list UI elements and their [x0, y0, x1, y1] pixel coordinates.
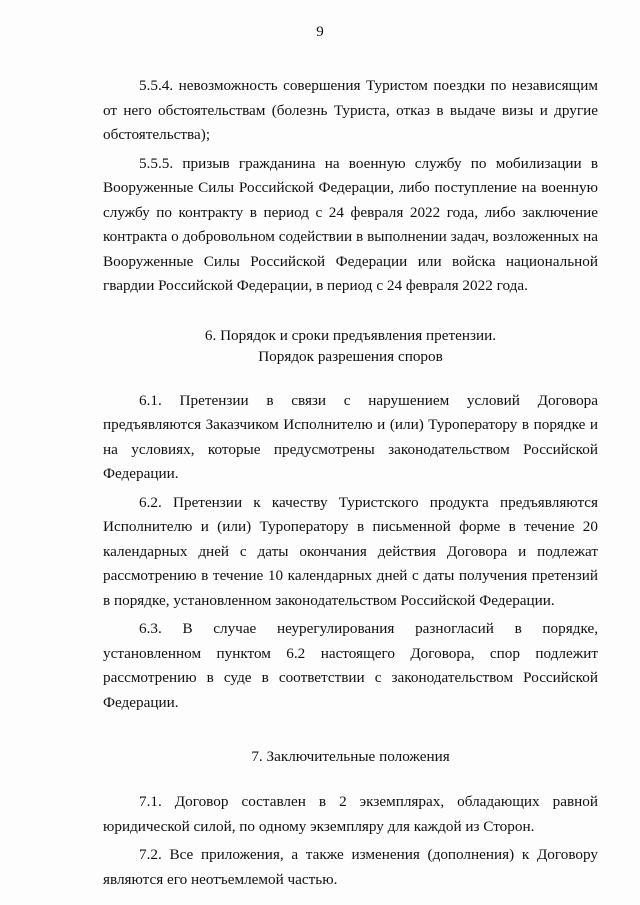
clause-7-2: 7.2. Все приложения, а также изменения (дополнения) к Договору являются его неотъемлемой частью.	[103, 846, 598, 888]
section-6-heading-line-2: Порядок разрешения споров	[258, 347, 443, 365]
page-number: 9	[316, 24, 324, 40]
clause-6-2: 6.2. Претензии к качеству Туристского продукта предъявляются Исполнителю и (или) Туроператору в письменной форме в течение 20 календарных дней с даты окончания действия Договора и подлежат рассмотрению в течение 10 календарных дней с даты получения претензий в порядке, установленном законодательством Российской Федерации.	[103, 493, 598, 609]
section-6-heading-line-1: 6. Порядок и сроки предъявления претензии.	[204, 326, 497, 344]
section-7-heading-line: 7. Заключительные положения	[251, 748, 450, 765]
clause-7-1: 7.1. Договор составлен в 2 экземплярах, обладающих равной юридической силой, по одному экземпляру для каждой из Сторон.	[103, 793, 598, 835]
section-6-heading	[103, 325, 598, 367]
clause-6-3: 6.3. В случае неурегулирования разногласий в порядке, установленном пунктом 6.2 настоящего Договора, спор подлежит рассмотрению в суде в соответствии с законодательством Российской Федерации.	[103, 620, 598, 711]
clause-5-5-5: 5.5.5. призыв гражданина на военную службу по мобилизации в Вооруженные Силы Российской Федерации, либо поступление на военную службу по контракту в период с 24 февраля 2022 года, либо заключение контракта о добровольном содействии в выполнении задач, возложенных на Вооруженные Силы Российской Федерации или войска национальной гвардии Российской Федерации, в период с 24 февраля 2022 года.	[103, 154, 598, 294]
document-body	[103, 74, 598, 892]
section-7-heading	[103, 746, 598, 767]
clause-5-5-4: 5.5.4. невозможность совершения Туристом поездки по независящим от него обстоятельствам (болезнь Туриста, отказ в выдаче визы и другие обстоятельства);	[103, 77, 598, 143]
clause-6-1: 6.1. Претензии в связи с нарушением условий Договора предъявляются Заказчиком Исполнителю и (или) Туроператору в порядке и на условиях, которые предусмотрены законодательством Российской Федерации.	[103, 391, 598, 482]
